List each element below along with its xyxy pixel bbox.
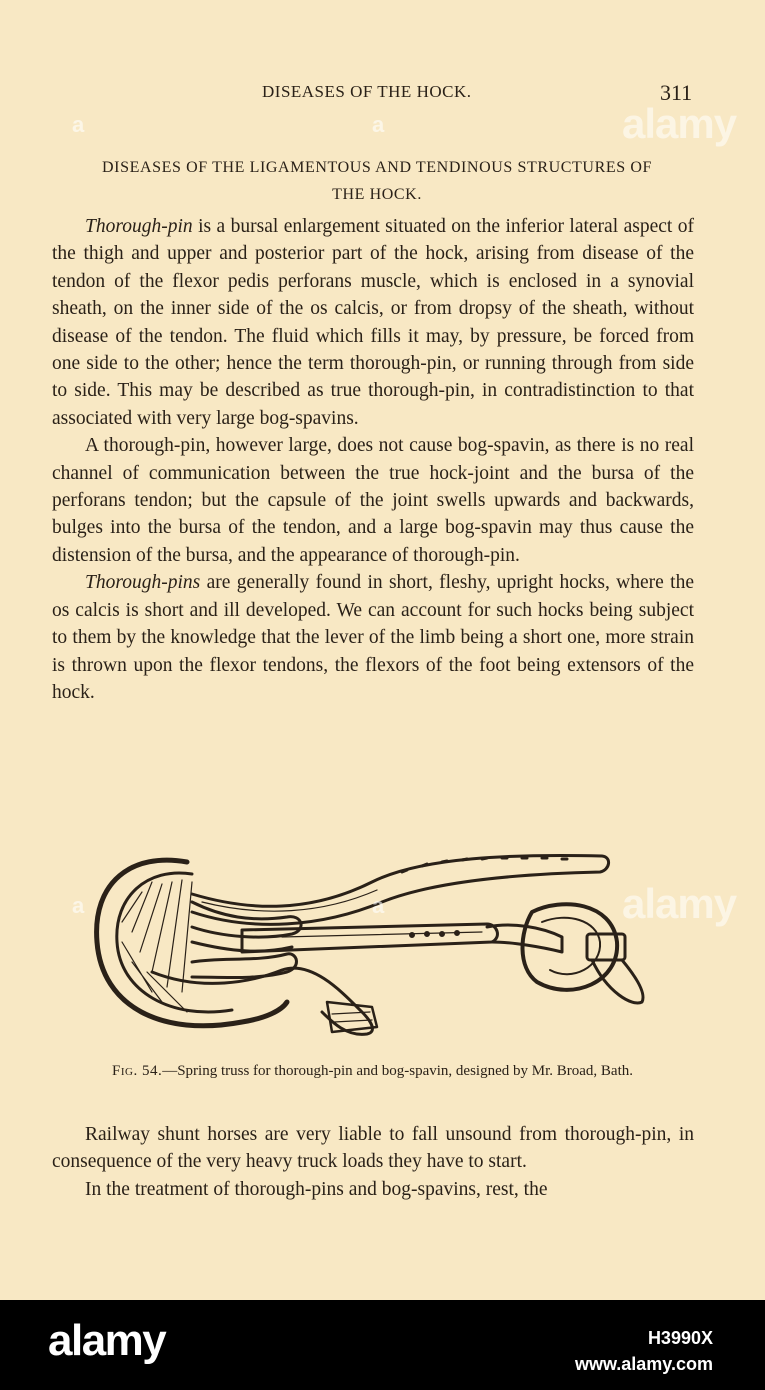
watermark-mark: a: [72, 893, 85, 918]
spring-truss-illustration: [92, 842, 662, 1044]
body-text-bottom: [52, 1121, 694, 1203]
alamy-logo: alamy: [48, 1316, 166, 1365]
footer-url: www.alamy.com: [574, 1354, 713, 1374]
paragraph-text: is a bursal enlargement situated on the inferior lateral aspect of the thigh and upper and posterior part of the hock, arising from disease of the tendon of the flexor pedis perforans muscle, which is enclosed in a synovial sheath, on the inner side of the os calcis, or from dropsy of the sheath, without disease of the tendon. The fluid which fills it may, by pressure, be forced from one side to the other; hence the term thorough-pin, or running through from side to side. This may be described as true thorough-pin, in contradistinction to that associated with very large bog-spavins.: [52, 216, 694, 429]
paragraph-text: In the treatment of thorough-pins and bog-spavins, rest, the: [85, 1178, 548, 1200]
paragraph-text: Railway shunt horses are very liable to fall unsound from thorough-pin, in consequence of the very heavy truck loads they have to start.: [52, 1124, 694, 1173]
paragraph-text: are generally found in short, fleshy, upright hocks, where the os calcis is short and ill developed. We can account for such hocks being subject to them by the knowledge that the lever of the limb being a short one, more strain is thrown upon the flexor tendons, the flexors of the foot being extensors of the hock.: [52, 572, 694, 703]
figure-caption-text: —Spring truss for thorough-pin and bog-spavin, designed by Mr. Broad, Bath.: [162, 1063, 633, 1079]
paragraph-thorough-pin: [52, 213, 694, 432]
section-heading-line-2: THE HOCK.: [332, 186, 422, 203]
watermark-mark: a: [372, 112, 385, 137]
page-number: 311: [660, 80, 693, 105]
figure-caption: [60, 1062, 685, 1081]
watermark-logo: alamy: [622, 880, 737, 927]
paragraph-text: A thorough-pin, however large, does not cause bog-spavin, as there is no real channel of communication between the true hock-joint and the bursa of the perforans tendon; but the capsule of the joint swells upwards and backwards, bulges into the bursa of the tendon, and a large bog-spavin may thus cause the distension of the bursa, and the appearance of thorough-pin.: [52, 435, 694, 566]
paragraph-upright-hocks: [52, 569, 694, 706]
section-heading: [52, 154, 702, 208]
image-id: H3990X: [647, 1328, 713, 1348]
figure-label: Fig. 54.: [112, 1063, 163, 1079]
watermark-logo: alamy: [622, 100, 737, 147]
italic-term: Thorough-pin: [85, 216, 193, 237]
watermark-footer: [0, 1300, 765, 1390]
body-text-top: [52, 213, 694, 706]
paragraph-railway: [52, 1121, 694, 1176]
paragraph-bog-spavin: [52, 432, 694, 569]
watermark-mark: a: [372, 893, 385, 918]
running-head-title: DISEASES OF THE HOCK.: [262, 82, 472, 101]
section-heading-line-1: DISEASES OF THE LIGAMENTOUS AND TENDINOUS STRUCTURES OF: [102, 159, 652, 176]
italic-term: Thorough-pins: [85, 572, 201, 594]
watermark-mark: a: [72, 112, 85, 137]
paragraph-treatment: [52, 1176, 694, 1203]
